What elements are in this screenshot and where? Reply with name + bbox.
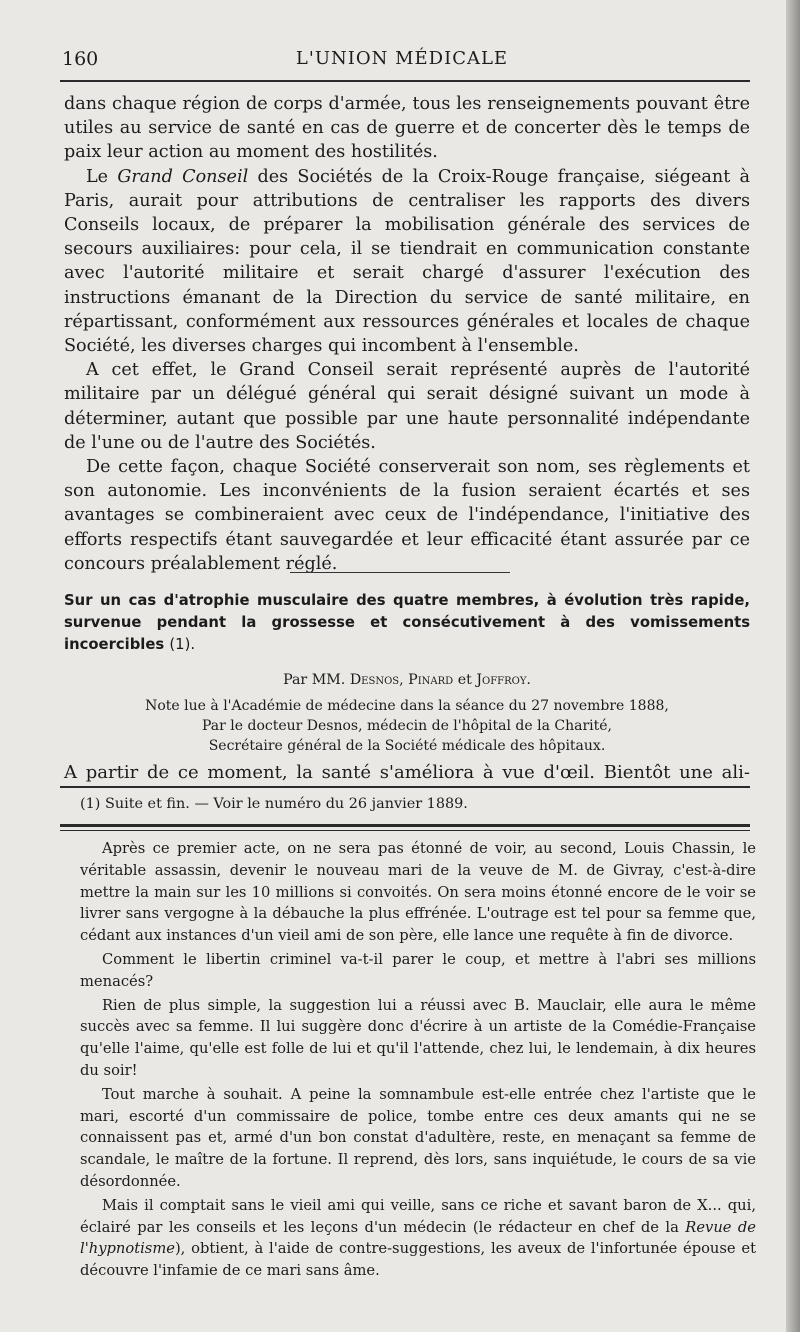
title-footnote-ref: (1). bbox=[169, 636, 196, 653]
italic-title: Revue de l'hypnotisme bbox=[80, 1218, 756, 1258]
text-span: des Sociétés de la Croix-Rouge française, siégeant à Paris, aurait pour attributions de centraliser les rapports des divers Conseils locaux, de préparer la mobilisation générale des services de secours auxiliaires: pour cela, il se tiendrait en communication constante avec l'autorité militaire et serait chargé d'assurer l'exécution des instructions émanant de la Direction du service de santé militaire, en répartissant, conformément aux ressources générales et locales de chaque Société, les diverses charges qui incombent à l'ensemble. bbox=[64, 166, 750, 357]
article-note: Secrétaire général de la Société médicale des hôpitaux. bbox=[208, 738, 606, 754]
feuilleton-text bbox=[80, 838, 756, 1284]
header-rule bbox=[60, 80, 750, 82]
paragraph bbox=[80, 1195, 756, 1282]
footnote: (1) Suite et fin. — Voir le numéro du 26 janvier 1889. bbox=[80, 796, 468, 812]
main-text bbox=[64, 92, 750, 576]
text-span: ), obtient, à l'aide de contre-suggestions, les aveux de l'infortunée épouse et découvre l'infamie de ce mari sans âme. bbox=[80, 1240, 756, 1280]
text-span: Mais il comptait sans le vieil ami qui veille, sans ce riche et savant baron de X... qui, éclairé par les conseils et les leçons d'un médecin (le rédacteur en chef de la bbox=[80, 1196, 756, 1236]
running-title: L'UNION MÉDICALE bbox=[295, 48, 509, 69]
article-note: Par le docteur Desnos, médecin de l'hôpital de la Charité, bbox=[202, 718, 612, 734]
author-name: Desnos bbox=[349, 672, 400, 688]
paragraph: Après ce premier acte, on ne sera pas étonné de voir, au second, Louis Chassin, le véritable assassin, devenir le nouveau mari de la veuve de M. de Givray, c'est-à-dire mettre la main sur les 10 millions si convoités. On sera moins étonné encore de le voir se livrer sans vergogne à la débauche la plus effrénée. L'outrage est tel pour sa femme que, cédant aux instances d'un vieil ami de son père, elle lance une requête à fin de divorce. bbox=[80, 840, 756, 945]
section-separator bbox=[290, 572, 510, 573]
page-edge-shadow bbox=[786, 0, 800, 1332]
footnote-rule bbox=[60, 786, 750, 788]
feuilleton-rule bbox=[60, 830, 750, 831]
paragraph: Comment le libertin criminel va-t-il parer le coup, et mettre à l'abri ses millions menacés? bbox=[80, 950, 756, 990]
title-text: Sur un cas d'atrophie musculaire des quatre membres, à évolution très rapide, survenue pendant la grossesse et consécutivement à des vomissements incoercibles bbox=[64, 592, 750, 653]
paragraph: dans chaque région de corps d'armée, tous les renseignements pouvant être utiles au service de santé en cas de guerre et de concerter dès le temps de paix leur action au moment des hostilités. bbox=[64, 94, 750, 163]
byline-prefix: Par MM. bbox=[283, 672, 346, 688]
paragraph: A cet effet, le Grand Conseil serait représenté auprès de l'autorité militaire par un délégué général qui serait désigné suivant un mode à déterminer, autant que possible par une haute personnalité indépendante de l'une ou de l'autre des Sociétés. bbox=[64, 360, 750, 453]
article bbox=[64, 590, 750, 783]
author-name: Joffroy bbox=[476, 672, 527, 688]
paragraph: Tout marche à souhait. A peine la somnambule est-elle entrée chez l'artiste que le mari, escorté d'un commissaire de police, tombe entre ces deux amants qui ne se connaissent pas et, armé d'un bon constat d'adultère, reste, en menaçant sa femme de scandale, le maître de la fortune. Il reprend, dès lors, sans inquiétude, le cours de sa vie désordonnée. bbox=[80, 1085, 756, 1190]
paragraph bbox=[64, 165, 750, 359]
feuilleton-rule bbox=[60, 824, 750, 827]
paragraph: De cette façon, chaque Société conserverait son nom, ses règlements et son autonomie. Les inconvénients de la fusion seraient écartés et ses avantages se combineraient avec ceux de l'indépendance, l'initiative des efforts respectifs étant sauvegardée et leur efficacité étant assurée par ce concours préalablement réglé. bbox=[64, 457, 750, 574]
article-title bbox=[64, 590, 750, 656]
text-span: Le bbox=[86, 166, 109, 187]
page-header bbox=[62, 44, 742, 72]
paragraph: Rien de plus simple, la suggestion lui a réussi avec B. Mauclair, elle aura le même succès avec sa femme. Il lui suggère donc d'écrire à un artiste de la Comédie-Française qu'elle l'aime, qu'elle est folle de lui et qu'il l'attende, chez lui, le lendemain, à dix heures du soir! bbox=[80, 996, 756, 1079]
author-name: Pinard bbox=[408, 672, 454, 688]
article-text: A partir de ce moment, la santé s'améliora à vue d'œil. Bientôt une ali- bbox=[64, 762, 750, 783]
article-note: Note lue à l'Académie de médecine dans la séance du 27 novembre 1888, bbox=[145, 698, 669, 714]
italic-term: Grand Conseil bbox=[117, 166, 249, 187]
byline: Par MM. Desnos, Pinard et Joffroy. bbox=[283, 672, 531, 688]
byline-and: et bbox=[457, 672, 472, 688]
page-number: 160 bbox=[62, 48, 99, 70]
